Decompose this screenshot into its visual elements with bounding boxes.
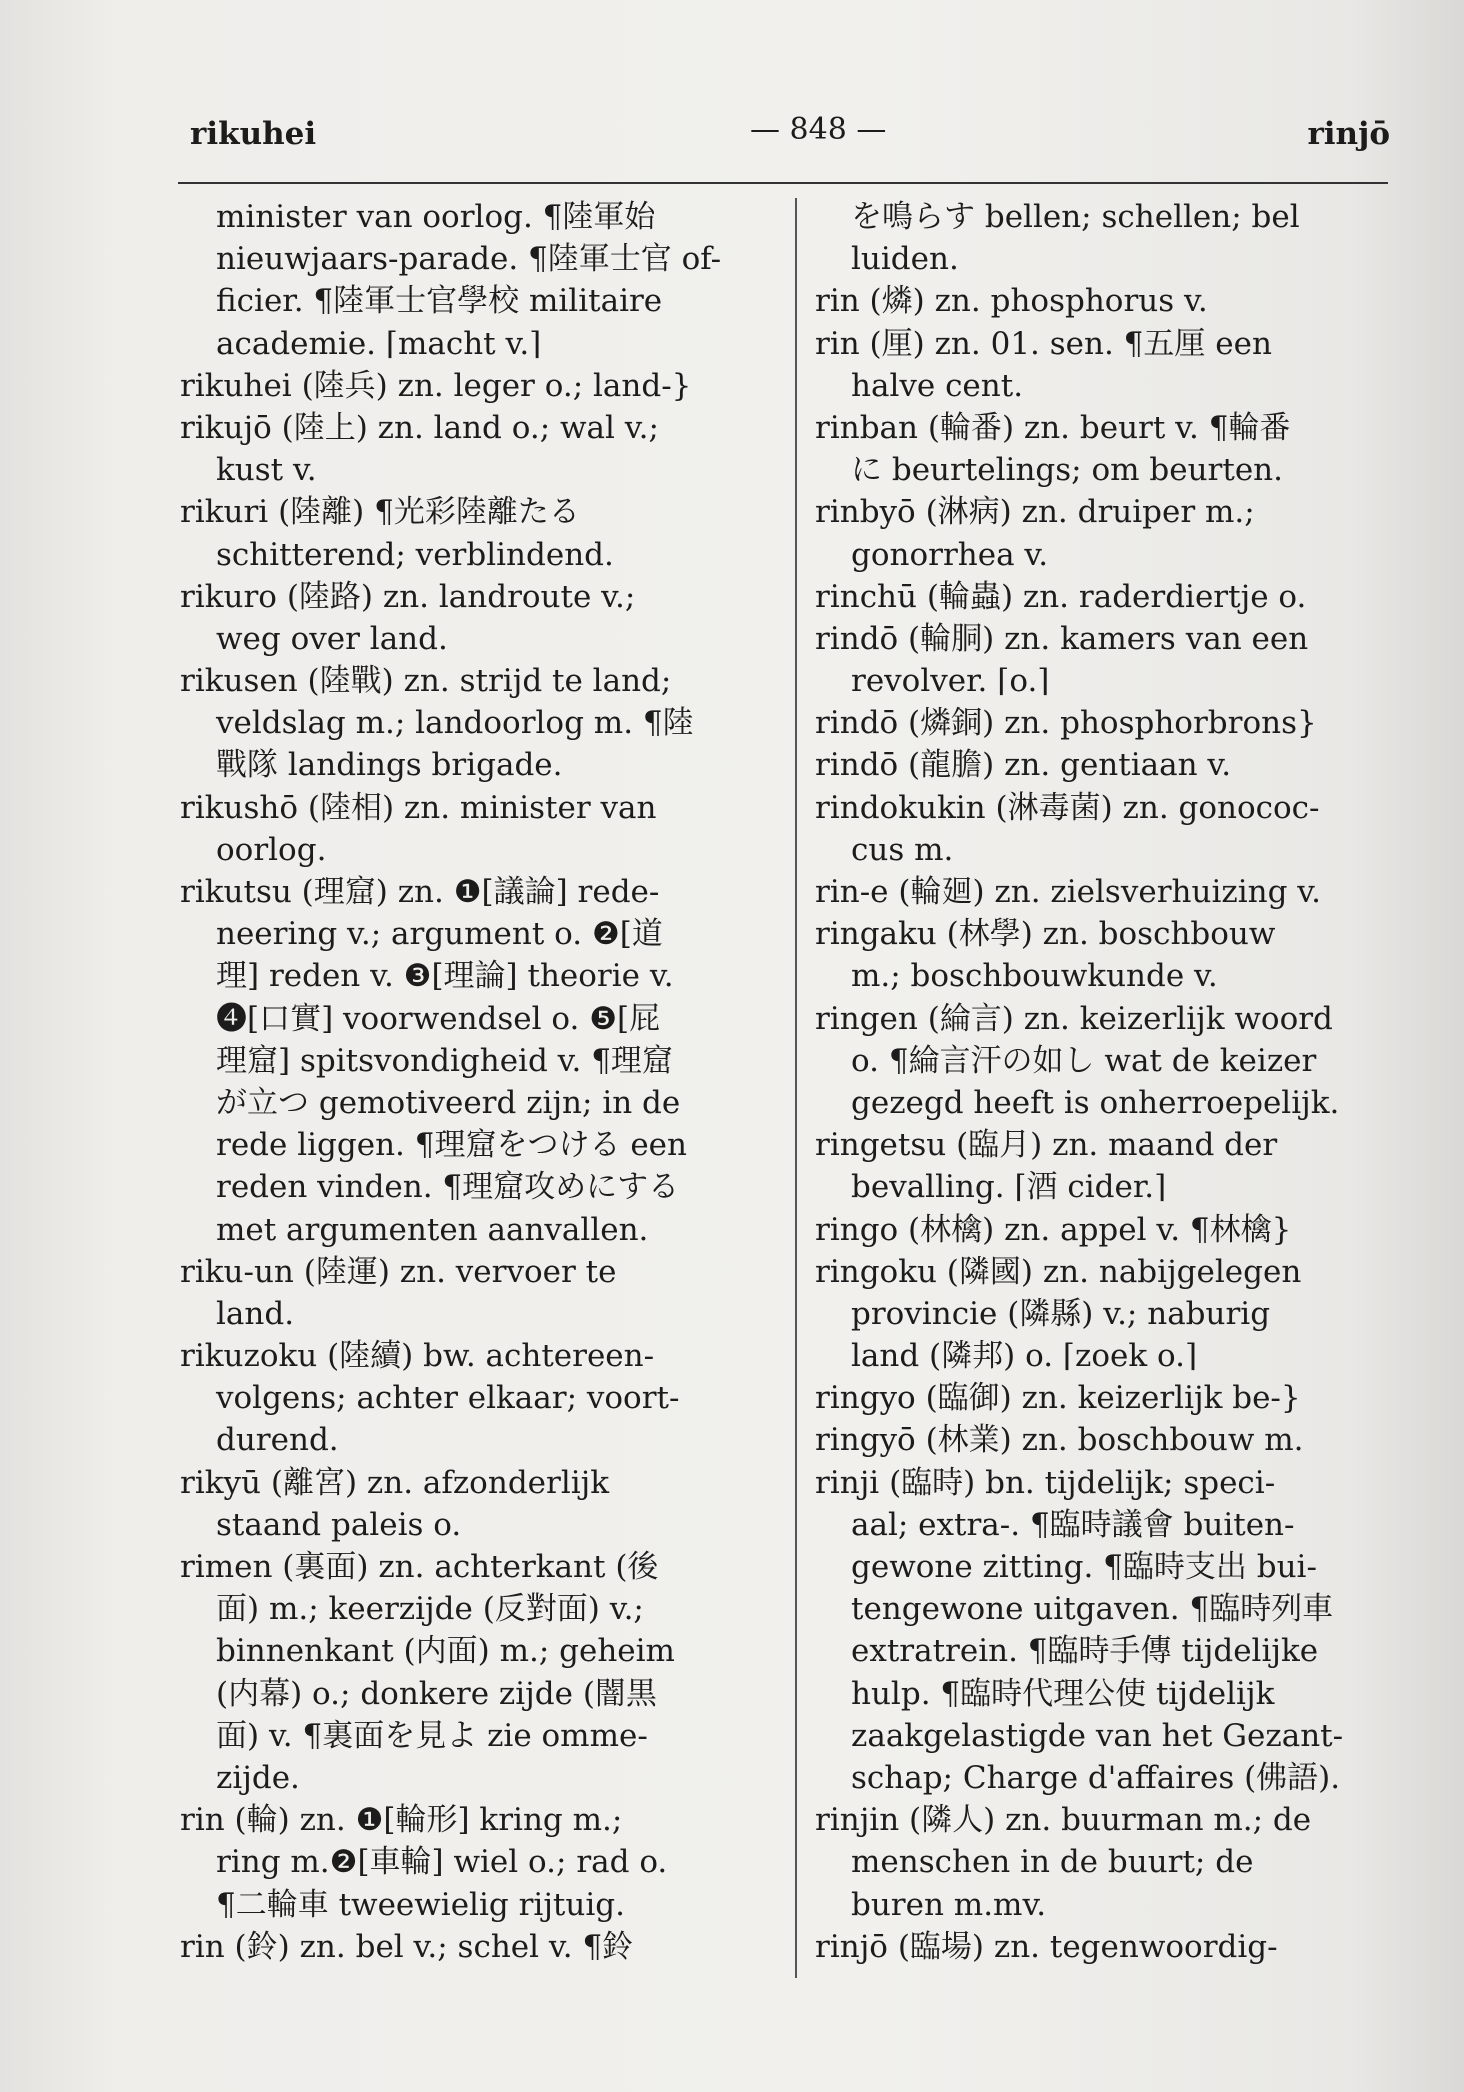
entry-line: が立つ gemotiveerd zijn; in de [216, 1084, 681, 1121]
entry-line: rikuzoku (陸續) bw. achtereen- [180, 1338, 655, 1375]
entry-line: oorlog. [216, 831, 327, 868]
entry-line: rikusen (陸戰) zn. strijd te land; [180, 663, 672, 700]
entry-line: academie. ⌈macht v.⌉ [216, 325, 542, 362]
entry-line: rikuri (陸離) ¶光彩陸離たる [180, 494, 580, 531]
page-number: — 848 — [750, 112, 887, 147]
entry-line: に beurtelings; om beurten. [851, 452, 1283, 489]
entry-line: 理窟] spitsvondigheid v. ¶理窟 [216, 1042, 673, 1079]
entry-line: kust v. [216, 452, 317, 489]
entry-line: 理] reden v. ❸[理論] theorie v. [216, 958, 674, 995]
entry-line: rikyū (離宮) zn. afzonderlijk [180, 1464, 610, 1501]
entry-line: ringaku (林學) zn. boschbouw [815, 916, 1276, 953]
page-header [190, 112, 1390, 162]
entry-line: durend. [216, 1422, 339, 1459]
entry-line: rin-e (輪廻) zn. zielsverhuizing v. [815, 874, 1321, 910]
header-last-headword: rinjō [1307, 116, 1390, 152]
entry-line: 面) v. ¶裏面を見よ zie omme- [216, 1717, 648, 1754]
header-rule [178, 182, 1388, 184]
entry-line: veldslag m.; landoorlog m. ¶陸 [216, 705, 694, 742]
entry-line: neering v.; argument o. ❷[道 [216, 916, 663, 953]
entry-line: ringen (綸言) zn. keizerlijk woord [815, 1000, 1333, 1037]
entry-line: o. ¶綸言汗の如し wat de keizer [851, 1042, 1317, 1079]
entry-line: rimen (裏面) zn. achterkant (後 [180, 1549, 659, 1585]
entry-line: luiden. [851, 241, 959, 278]
entry-line: buren m.mv. [851, 1886, 1047, 1923]
entry-line: ringyō (林業) zn. boschbouw m. [815, 1422, 1304, 1459]
entry-line: 戰隊 landings brigade. [216, 747, 563, 784]
entry-line: rinchū (輪蟲) zn. raderdiertje o. [815, 578, 1307, 615]
entry-line: rikuhei (陸兵) zn. leger o.; land-} [180, 367, 692, 404]
entry-line: weg over land. [216, 620, 448, 657]
entry-line: halve cent. [851, 367, 1024, 404]
entry-line: minister van oorlog. ¶陸軍始 [216, 199, 656, 235]
entry-line: extratrein. ¶臨時手傳 tijdelijke [851, 1633, 1319, 1670]
entry-line: rin (輪) zn. ❶[輪形] kring m.; [180, 1802, 623, 1839]
entry-line: 面) m.; keerzijde (反對面) v.; [216, 1591, 644, 1628]
entry-line: hulp. ¶臨時代理公使 tijdelijk [851, 1675, 1275, 1712]
entry-line: ringoku (隣國) zn. nabijgelegen [815, 1253, 1302, 1290]
entry-line: rindō (燐銅) zn. phosphorbrons} [815, 705, 1317, 742]
entry-line: bevalling. ⌈酒 cider.⌉ [851, 1169, 1167, 1206]
entry-line: gonorrhea v. [851, 536, 1049, 573]
entry-line: aal; extra-. ¶臨時議會 buiten- [851, 1506, 1295, 1543]
entry-line: ringo (林檎) zn. appel v. ¶林檎} [815, 1211, 1292, 1248]
entry-line: rin (燐) zn. phosphorus v. [815, 283, 1208, 320]
entry-line: land (隣邦) o. ⌈zoek o.⌉ [851, 1338, 1198, 1375]
entry-line: menschen in de buurt; de [851, 1844, 1254, 1881]
entry-line: staand paleis o. [216, 1506, 462, 1543]
entry-line: riku-un (陸運) zn. vervoer te [180, 1253, 617, 1290]
entry-line: ¶二輪車 tweewielig rijtuig. [216, 1886, 625, 1923]
entry-line: binnenkant (内面) m.; geheim [216, 1633, 675, 1670]
entry-line: gewone zitting. ¶臨時支出 bui- [851, 1549, 1317, 1585]
entry-line: zaakgelastigde van het Gezant- [851, 1717, 1344, 1754]
column-divider [795, 198, 797, 1978]
right-column [815, 196, 1400, 1968]
entry-line: rin (厘) zn. 01. sen. ¶五厘 een [815, 325, 1272, 362]
entry-line: rindō (輪胴) zn. kamers van een [815, 620, 1309, 657]
entry-line: ❹[口實] voorwendsel o. ❺[屁 [216, 1000, 661, 1037]
entry-line: schitterend; verblindend. [216, 536, 614, 573]
entry-line: rinbyō (淋病) zn. druiper m.; [815, 494, 1255, 531]
entry-line: met argumenten aanvallen. [216, 1211, 649, 1248]
header-first-headword: rikuhei [190, 116, 317, 152]
entry-line: を鳴らす bellen; schellen; bel [851, 199, 1300, 235]
entry-line: rede liggen. ¶理窟をつける een [216, 1127, 687, 1164]
entry-line: land. [216, 1295, 295, 1332]
entry-line: schap; Charge d'affaires (佛語). [851, 1759, 1341, 1796]
entry-line: rin (鈴) zn. bel v.; schel v. ¶鈴 [180, 1928, 634, 1965]
entry-line: gezegd heeft is onherroepelijk. [851, 1084, 1340, 1121]
entry-line: reden vinden. ¶理窟攻めにする [216, 1169, 680, 1206]
entry-line: provincie (隣縣) v.; naburig [851, 1295, 1271, 1332]
entry-line: (内幕) o.; donkere zijde (闇黒 [216, 1675, 657, 1712]
entry-line: nieuwjaars-parade. ¶陸軍士官 of- [216, 241, 722, 278]
entry-line: rikujō (陸上) zn. land o.; wal v.; [180, 409, 659, 446]
entry-line: ringetsu (臨月) zn. maand der [815, 1127, 1278, 1164]
entry-line: rindokukin (淋毒菌) zn. gonococ- [815, 789, 1320, 826]
entry-line: rinban (輪番) zn. beurt v. ¶輪番 [815, 409, 1291, 446]
entry-line: rinjin (隣人) zn. buurman m.; de [815, 1802, 1312, 1839]
entry-line: zijde. [216, 1759, 300, 1796]
entry-line: rinji (臨時) bn. tijdelijk; speci- [815, 1464, 1276, 1501]
entry-line: cus m. [851, 831, 954, 868]
entry-line: ring m.❷[車輪] wiel o.; rad o. [216, 1844, 668, 1881]
entry-line: rikuro (陸路) zn. landroute v.; [180, 578, 636, 615]
entry-line: volgens; achter elkaar; voort- [216, 1380, 680, 1417]
entry-line: rinjō (臨場) zn. tegenwoordig- [815, 1928, 1278, 1965]
entry-line: rikushō (陸相) zn. minister van [180, 789, 657, 826]
entry-line: rikutsu (理窟) zn. ❶[議論] rede- [180, 874, 660, 910]
entry-line: revolver. ⌈o.⌉ [851, 663, 1050, 700]
entry-line: ringyo (臨御) zn. keizerlijk be-} [815, 1380, 1301, 1417]
entry-line: tengewone uitgaven. ¶臨時列車 [851, 1591, 1334, 1628]
left-column [180, 196, 770, 1968]
entry-line: m.; boschbouwkunde v. [851, 958, 1218, 995]
entry-line: ficier. ¶陸軍士官學校 militaire [216, 283, 663, 320]
entry-line: rindō (龍膽) zn. gentiaan v. [815, 747, 1232, 784]
